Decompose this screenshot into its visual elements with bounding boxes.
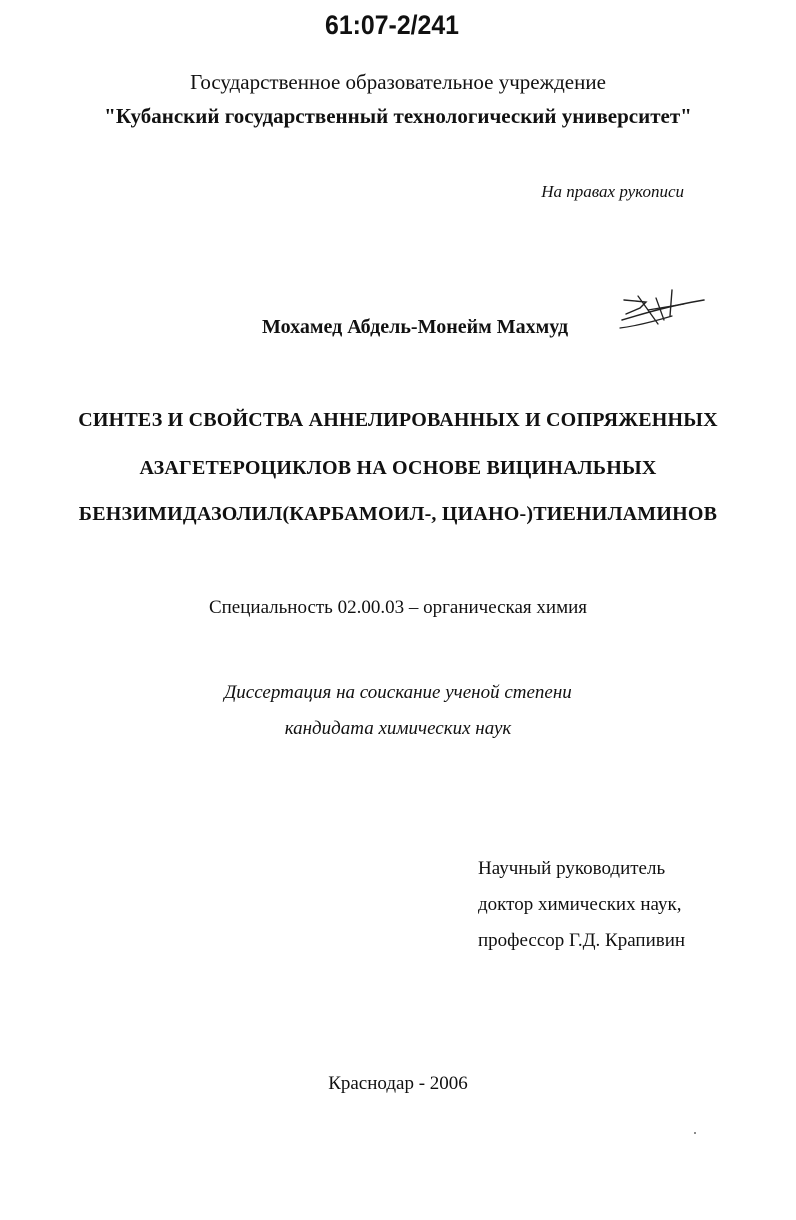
specialty: Специальность 02.00.03 – органическая химия	[208, 597, 588, 618]
archive-code: 61:07-2/241	[325, 10, 459, 40]
title-line-3: БЕНЗИМИДАЗОЛИЛ(КАРБАМОИЛ-, ЦИАНО-)ТИЕНИЛАМИНОВ	[78, 503, 718, 525]
supervisor-name: профессор Г.Д. Крапивин	[478, 930, 686, 951]
degree-sought: кандидата химических наук	[284, 718, 512, 739]
title-line-2: АЗАГЕТЕРОЦИКЛОВ НА ОСНОВЕ ВИЦИНАЛЬНЫХ	[139, 457, 657, 479]
dissertation-type: Диссертация на соискание ученой степени	[224, 682, 572, 703]
author-name: Мохамед Абдель-Монейм Махмуд	[262, 316, 569, 338]
title-line-1: СИНТЕЗ И СВОЙСТВА АННЕЛИРОВАННЫХ И СОПРЯЖЕННЫХ	[78, 409, 718, 431]
supervisor-degree: доктор химических наук,	[478, 894, 682, 915]
institution-type: Государственное образовательное учреждение	[190, 70, 606, 94]
signature-icon	[612, 286, 708, 334]
supervisor-role: Научный руководитель	[478, 858, 666, 879]
rights-note: На правах рукописи	[541, 182, 684, 201]
scan-speck	[694, 1132, 696, 1134]
city-year: Краснодар - 2006	[328, 1073, 468, 1094]
institution-name: "Кубанский государственный технологический университет"	[104, 104, 692, 128]
